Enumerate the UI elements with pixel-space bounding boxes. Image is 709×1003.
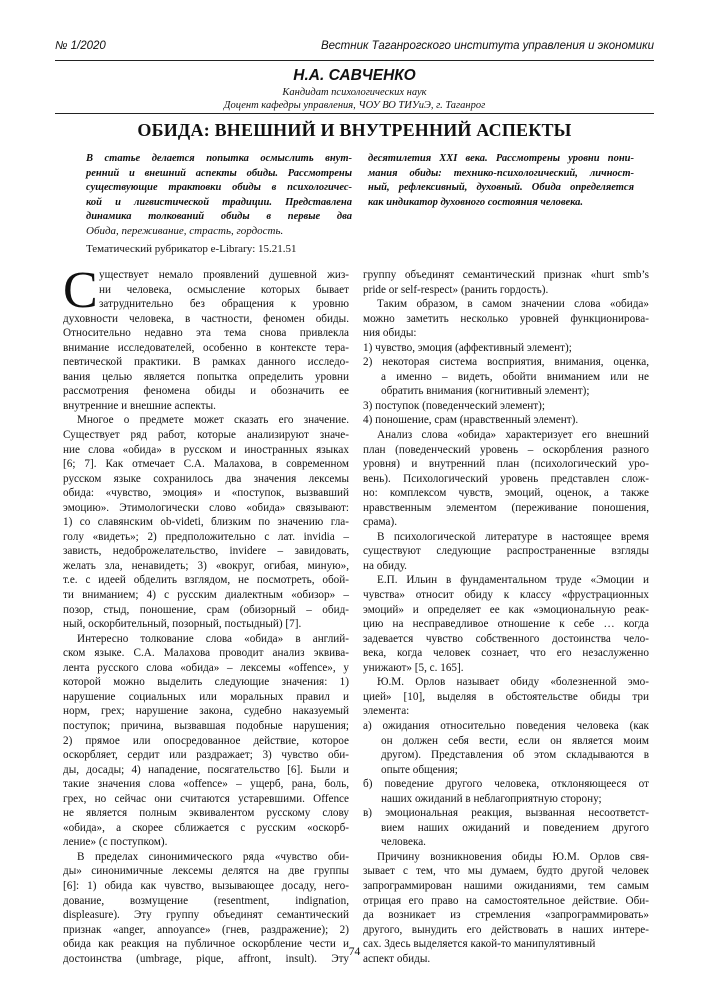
header-rule <box>55 60 654 61</box>
text-line: духовности человека, в частности, феномен обиды. <box>63 312 349 325</box>
text-line: т.е. с идеей обделить взглядом, не посмотреть, обой- <box>63 574 349 587</box>
text-line: другом). Представления об этом складываются в <box>381 749 649 762</box>
text-line: века, когда человек сознает, что его незаслуженно <box>363 647 649 660</box>
text-line: внутренние и внешние аспекты. <box>63 399 216 412</box>
abstract-line: мания обиды: технико-психологический, личност- <box>368 167 634 179</box>
text-line: такие значения слова «offence» – ущерб, рана, боль, <box>63 778 349 791</box>
text-line: Многое о предмете может сказать его значение. <box>77 414 349 427</box>
journal-title: Вестник Таганрогского института управления и экономики <box>321 40 654 52</box>
title-rule <box>55 113 654 114</box>
abstract-line: существующие трактовки обиды в психологичес- <box>86 182 352 194</box>
body-right-column <box>363 268 649 966</box>
text-line: которой можно выделить следующие значения: 1) <box>63 676 349 689</box>
text-line: Анализ слова «обида» характеризует его внешний <box>377 429 649 442</box>
text-line: наших ожиданий в неблагоприятную сторону; <box>381 792 602 805</box>
text-line: pride or self-respect» (ранить гордость). <box>363 283 549 296</box>
text-line: русском языке сохранилось два значения лексемы <box>63 472 349 485</box>
text-line: сах. Здесь выделяется какой-то манипулятивный <box>363 938 596 951</box>
text-line: существуют следующие распространенные взгляды <box>363 545 649 558</box>
text-line: лента русского слова «обида» – лексемы «offence», у <box>63 661 349 674</box>
text-line: оскорбляет, сердит или раздражает; 3) чувство оби- <box>63 749 349 762</box>
abstract-right <box>368 152 634 210</box>
text-line: ние слова «обида» в русском и иностранных языках <box>63 443 349 456</box>
author-position: Доцент кафедры управления, ЧОУ ВО ТИУиЭ, г. Таганрог <box>223 100 486 111</box>
text-line: Существует ряд работ, которые анализируют значе- <box>63 429 349 442</box>
text-line: 4) поношение, срам (нравственный элемент). <box>363 414 579 427</box>
text-line: поступок; причина, вызвавшая подобные нарушения; <box>63 719 349 732</box>
text-line: унижают» [5, с. 165]. <box>363 661 464 674</box>
text-line: певтической практики. В рамках данного исследо- <box>63 356 349 369</box>
text-line: 1) чувство, эмоция (аффективный элемент); <box>363 341 572 354</box>
text-line: ды» синонимичные лексемы делятся на две группы <box>63 865 349 878</box>
text-line: человека. <box>381 836 426 849</box>
author-degree: Кандидат психологических наук <box>282 87 427 98</box>
running-header <box>55 40 654 58</box>
text-line: обратить внимания (когнитивный элемент); <box>381 385 590 398</box>
text-line: ление» (с поступком). <box>63 836 168 849</box>
text-line: он должен себя вести, если он является моим <box>381 734 649 747</box>
text-line: да возникает из стремления «запрограммировать» <box>363 909 649 922</box>
text-line: уровня) и внутренний план (психологический уро- <box>363 458 649 471</box>
text-line: норм, грех; нарушение закона, судебно наказуемый <box>63 705 349 718</box>
text-line: уществует немало проявлений душевной жиз- <box>99 269 349 281</box>
text-line: задевается чувство собственного достоинства чело- <box>363 632 649 645</box>
text-line: ный, оскорбительный, позорный, постыдный) [7]. <box>63 618 302 631</box>
text-line: вания целью является попытка определить уровни <box>63 370 349 383</box>
text-line: на обиду. <box>363 559 407 572</box>
text-line: В психологической литературе в настоящее время <box>377 530 649 543</box>
text-line: срама). <box>363 516 398 529</box>
text-line: цией» [10], выделяя в обстоятельстве обиды три <box>363 690 649 703</box>
text-line: эмоций» и определяет ее как «эмоциональную реак- <box>363 603 649 616</box>
rubricator: Тематический рубрикатор e-Library: 15.21.51 <box>86 243 297 255</box>
text-line: опыте общения; <box>381 763 458 776</box>
text-line: зывает с тем, что мы думаем, будто другой человек <box>363 865 649 878</box>
text-line: 2) прямое или опосредованное действие, которое <box>63 734 349 747</box>
text-line: ни человека, осмысление которых бывает <box>99 283 349 296</box>
text-line: нарушение социальных или моральных правил и <box>63 690 349 703</box>
text-line: элемента: <box>363 705 410 718</box>
text-line: отрицая его право на самостоятельное действие. Оби- <box>363 894 649 907</box>
text-line: б) поведение другого человека, отклоняющееся от <box>363 778 649 791</box>
text-line: затруднительно без обращения к уровню <box>99 298 349 311</box>
text-line: а) ожидания относительно поведения человека (как <box>363 719 649 732</box>
text-line: 2) некоторая система восприятия, внимания, оценка, <box>363 356 649 369</box>
text-line: чувства» относит обиду к классу «фрустрационных <box>363 589 649 602</box>
keywords: Обида, переживание, страсть, гордость. <box>86 225 284 237</box>
text-line: группу объединят семантический признак «hurt smb’s <box>363 269 649 281</box>
article-title: ОБИДА: ВНЕШНИЙ И ВНУТРЕННИЙ АСПЕКТЫ <box>137 120 572 140</box>
text-line: «обида», а скорее сближается с русским «оскорб- <box>63 821 349 834</box>
text-line: нравственным элементом (переживание поношения, <box>363 501 649 514</box>
abstract-line: ный, рефлексивный, духовный. Обида определяется <box>368 182 634 194</box>
text-line: а именно – видеть, обойти вниманием или не <box>381 370 649 383</box>
text-line: [6; 7]. Как отмечает С.А. Малахова, в современном <box>63 458 349 471</box>
text-line: можно заметить несколько уровней функционирова- <box>363 312 649 325</box>
text-line: внимание исследователей, особенно в контексте тера- <box>63 341 349 354</box>
text-line: 3) поступок (поведенческий элемент); <box>363 399 546 412</box>
text-line: дование, возмущение (resentment, indignation, <box>63 894 349 907</box>
text-line: обида: «чувство, эмоция» и «поступок, вызвавший <box>63 487 349 500</box>
text-line: признак «anger, annoyance» (гнев, раздражение); 2) <box>63 923 349 936</box>
text-line: достоинства (umbrage, pique, affront, insult). Эту <box>63 952 349 965</box>
abstract-line: кой и лигвистической традиции. Представлена <box>86 196 352 208</box>
text-line: Относительно недавно эта тема снова привлекла <box>63 327 349 340</box>
text-line: обида как реакция на публичное оскорбление чести и <box>63 938 349 951</box>
text-line: Ю.М. Орлов называет обиду «болезненной эмо- <box>377 676 649 689</box>
text-line: 1) со славянским ob-videti, близким по значению гла- <box>63 516 349 529</box>
body-left-column <box>63 262 349 966</box>
issue-number: № 1/2020 <box>55 40 106 52</box>
text-line: displeasure). Эту группу объединят семантический <box>63 909 349 922</box>
author-name: Н.А. САВЧЕНКО <box>293 67 416 84</box>
text-line: позор, стыд, поношение, срам (обизорный – обид- <box>63 603 349 616</box>
text-line: Е.П. Ильин в фундаментальном труде «Эмоции и <box>377 574 649 587</box>
text-line: аспект обиды. <box>363 952 431 965</box>
abstract-left <box>86 152 352 225</box>
text-line: эмоцию». Этимологически слово «обида» связывают: <box>63 501 349 514</box>
page-number: 74 <box>348 946 361 958</box>
drop-cap: С <box>63 262 98 319</box>
text-line: вием наших ожиданий и поведением другого <box>381 821 649 834</box>
text-line: В пределах синонимического ряда «чувство оби- <box>77 850 349 863</box>
text-line: [6]: 1) обида как чувство, вызывающее досаду, него- <box>63 879 349 892</box>
abstract-line: ренний и внешний аспекты обиды. Рассмотрены <box>86 167 352 179</box>
abstract-line: десятилетия XXI века. Рассмотрены уровни пони- <box>368 153 634 164</box>
text-line: запрограммирован нашими ожиданиями, тем самым <box>363 879 649 892</box>
text-line: грех, но сейчас они считаются устаревшими. Offence <box>63 792 349 805</box>
text-line: вень). Психологический уровень представлен слож- <box>363 472 649 485</box>
text-line: ском языке. С.А. Малахова проводит анализ эквива- <box>63 647 349 660</box>
text-line: другого, вынудить его действовать в наших интере- <box>363 923 649 936</box>
text-line: Интересно толкование слова «обида» в англий- <box>77 632 349 645</box>
text-line: зависть, недоброжелательство, invidere – завидовать, <box>63 545 349 558</box>
text-line: но: комплексом чувств, эмоций, оценок, а также <box>363 487 649 500</box>
text-line: не является полным эквивалентом русскому слову <box>63 807 349 820</box>
text-line: план (поведенческий уровень – оскорбления разного <box>363 443 649 456</box>
text-line: ти вниманием; 4) с русским диалектным «обизор» – <box>63 589 349 602</box>
abstract-line: динамика толкований обиды в первые два <box>86 211 352 223</box>
text-line: желать зла, ненавидеть; 3) «вокруг, огибая, миную», <box>63 559 349 572</box>
text-line: Причину возникновения обиды Ю.М. Орлов свя- <box>377 850 649 863</box>
abstract-line: как индикатор духовного состояния человека. <box>368 196 584 208</box>
text-line: ния обиды: <box>363 327 417 340</box>
text-line: цию на несправедливое отношение к себе … когда <box>363 618 649 631</box>
text-line: в) эмоциональная реакция, вызванная несоответст- <box>363 807 649 820</box>
text-line: рассмотрения феномена обиды и обозначить ее <box>63 385 349 398</box>
text-line: Таким образом, в самом значении слова «обида» <box>377 298 649 311</box>
abstract-line: В статье делается попытка осмыслить внут- <box>86 153 352 164</box>
text-line: голу «видеть»; 2) предположительно с лат. invidia – <box>63 530 349 543</box>
text-line: ды, досады; 4) нападение, посягательство [6]. Были и <box>63 763 349 776</box>
